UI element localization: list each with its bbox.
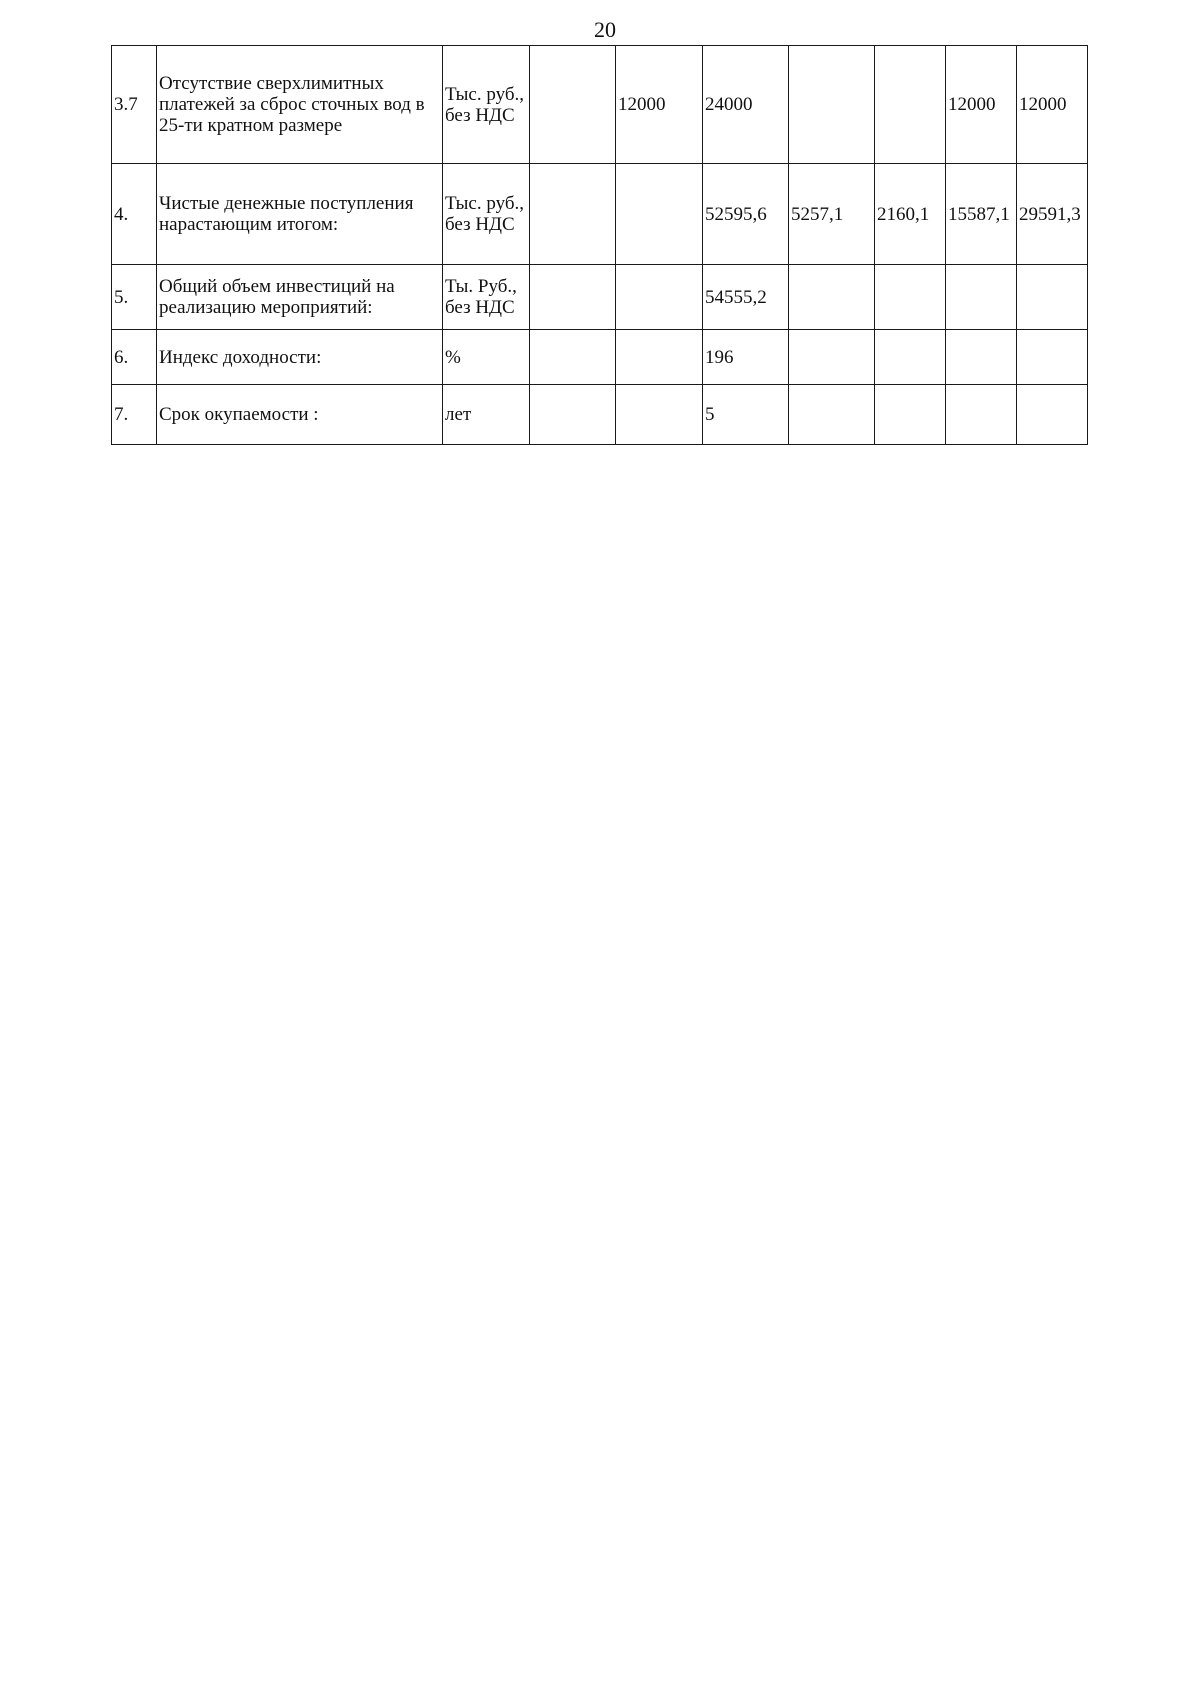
- row-number: 5.: [112, 265, 157, 330]
- table-row: [112, 385, 1088, 445]
- indicator-name: Общий объем инвестиций на реализацию мероприятий:: [157, 265, 443, 330]
- page-number: 20: [594, 17, 616, 42]
- value-cell: [946, 385, 1017, 445]
- value-cell: [616, 385, 703, 445]
- indicator-name: Срок окупаемости :: [157, 385, 443, 445]
- value-cell: [789, 46, 875, 164]
- table-row: [112, 330, 1088, 385]
- row-number: 7.: [112, 385, 157, 445]
- value-cell: [530, 164, 616, 265]
- indicator-name: Чистые денежные поступления нарастающим итогом:: [157, 164, 443, 265]
- value-cell: [946, 265, 1017, 330]
- unit-cell: Ты. Руб., без НДС: [443, 265, 530, 330]
- indicators-table: [111, 45, 1088, 445]
- value-cell: 5: [703, 385, 789, 445]
- value-cell: [530, 385, 616, 445]
- value-cell: 54555,2: [703, 265, 789, 330]
- value-cell: [875, 265, 946, 330]
- value-cell: [875, 385, 946, 445]
- value-cell: [789, 385, 875, 445]
- value-cell: 52595,6: [703, 164, 789, 265]
- value-cell: [530, 265, 616, 330]
- unit-cell: лет: [443, 385, 530, 445]
- value-cell: [1017, 265, 1088, 330]
- table-row: [112, 265, 1088, 330]
- value-cell: [616, 265, 703, 330]
- value-cell: [1017, 385, 1088, 445]
- value-cell: [616, 164, 703, 265]
- row-number: 6.: [112, 330, 157, 385]
- value-cell: 12000: [616, 46, 703, 164]
- value-cell: 24000: [703, 46, 789, 164]
- value-cell: 29591,3: [1017, 164, 1088, 265]
- value-cell: [789, 330, 875, 385]
- value-cell: [875, 330, 946, 385]
- value-cell: [789, 265, 875, 330]
- unit-cell: Тыс. руб., без НДС: [443, 46, 530, 164]
- value-cell: [530, 46, 616, 164]
- value-cell: [530, 330, 616, 385]
- value-cell: [1017, 330, 1088, 385]
- row-number: 4.: [112, 164, 157, 265]
- value-cell: 5257,1: [789, 164, 875, 265]
- unit-cell: %: [443, 330, 530, 385]
- indicator-name: Отсутствие сверхлимитных платежей за сброс сточных вод в 25-ти кратном размере: [157, 46, 443, 164]
- value-cell: 12000: [946, 46, 1017, 164]
- table-row: [112, 164, 1088, 265]
- value-cell: [946, 330, 1017, 385]
- value-cell: [616, 330, 703, 385]
- value-cell: 15587,1: [946, 164, 1017, 265]
- value-cell: 2160,1: [875, 164, 946, 265]
- row-number: 3.7: [112, 46, 157, 164]
- value-cell: 196: [703, 330, 789, 385]
- value-cell: 12000: [1017, 46, 1088, 164]
- value-cell: [875, 46, 946, 164]
- table-row: [112, 46, 1088, 164]
- indicator-name: Индекс доходности:: [157, 330, 443, 385]
- unit-cell: Тыс. руб., без НДС: [443, 164, 530, 265]
